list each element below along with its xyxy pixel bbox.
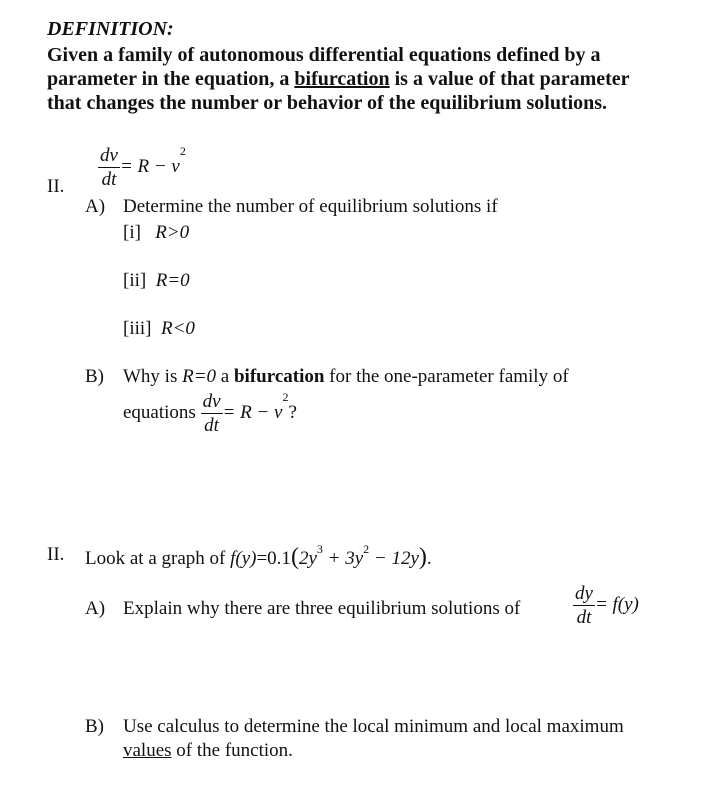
- part-b-text-before: Why is: [123, 366, 178, 387]
- part-b-line-2: [123, 392, 297, 435]
- section-2-part-b-label: B): [85, 716, 104, 737]
- part-b-text: [123, 366, 569, 388]
- definition-heading: DEFINITION:: [47, 18, 174, 40]
- part-b-r-value: R=0: [182, 366, 217, 387]
- section-2-part-b-line-2: [123, 740, 293, 762]
- section-2-part-a-label: A): [85, 598, 106, 619]
- definition-keyword: bifurcation: [294, 68, 390, 90]
- function-lhs: f(y): [230, 548, 257, 569]
- part-a-text: Determine the number of equilibrium solutions if: [123, 196, 498, 217]
- exponent-2: 2: [363, 542, 370, 556]
- values-word: values: [123, 740, 172, 761]
- section-1-equation: [98, 146, 186, 189]
- part-b-equation-rhs: = R − v: [222, 401, 283, 423]
- fraction-denominator: dt: [101, 169, 117, 190]
- part-b-label: B): [85, 366, 104, 387]
- fraction-numerator: dv: [202, 391, 221, 412]
- part-b-equations-word: equations: [123, 401, 196, 423]
- case-iii: [123, 318, 195, 340]
- part-b-line-2-rest: of the function.: [176, 740, 293, 761]
- section-2-intro: Look at a graph of $f(y)=0.1(2y^3 + 3y^2 - 12y)$.: [85, 542, 432, 570]
- section-2-part-a-equation: [573, 584, 639, 627]
- dy-dt-fraction: [573, 584, 595, 627]
- definition-line-2: [47, 68, 630, 91]
- equation-exponent: 2: [179, 144, 186, 158]
- section-2-part-b-line-1: Use calculus to determine the local minimum and local maximum: [123, 716, 624, 737]
- fraction-numerator: dv: [100, 145, 118, 166]
- case-condition: R=0: [155, 270, 190, 291]
- function-term-1: 2y: [298, 548, 317, 569]
- case-tag: [ii]: [123, 270, 147, 291]
- function-equals: =0.1: [256, 548, 291, 569]
- section-1-numeral: II.: [47, 176, 65, 197]
- case-condition: R<0: [161, 318, 195, 339]
- exponent-3: 3: [316, 542, 323, 556]
- function-period: .: [426, 548, 432, 569]
- function-term-2: + 3y: [322, 548, 364, 569]
- fraction-numerator: dy: [575, 583, 593, 604]
- dy-dt-rhs: = f(y): [594, 593, 639, 615]
- definition-line-2-start: parameter in the equation, a: [47, 68, 290, 90]
- section-2-intro-text: Look at a graph of: [85, 548, 226, 569]
- definition-line-2-end: is a value of that parameter: [394, 68, 630, 90]
- case-ii: [123, 270, 190, 292]
- equation-fraction: [98, 146, 120, 189]
- function-term-3: − 12y: [369, 548, 419, 569]
- case-tag: [i]: [123, 222, 141, 243]
- equation-rhs: = R − v: [119, 155, 180, 177]
- case-i: [123, 222, 189, 244]
- part-b-keyword: bifurcation: [233, 366, 325, 387]
- part-b-equation-exponent: 2: [282, 390, 289, 404]
- section-2-numeral: II.: [47, 544, 65, 565]
- part-b-text-after: for the one-parameter family of: [329, 366, 569, 387]
- part-b-fraction: [201, 392, 223, 435]
- fraction-denominator: dt: [204, 415, 219, 436]
- definition-line-3: that changes the number or behavior of the equilibrium solutions.: [47, 92, 608, 114]
- definition-line-1: Given a family of autonomous differential equations defined by a: [47, 44, 601, 66]
- case-tag: [iii]: [123, 318, 152, 339]
- part-b-question-mark: ?: [288, 401, 297, 423]
- fraction-denominator: dt: [576, 607, 592, 628]
- part-a-label: A): [85, 196, 106, 217]
- part-b-text-a: a: [220, 366, 230, 387]
- section-2-part-a-text: Explain why there are three equilibrium solutions of: [123, 598, 521, 619]
- case-condition: R>0: [155, 222, 190, 243]
